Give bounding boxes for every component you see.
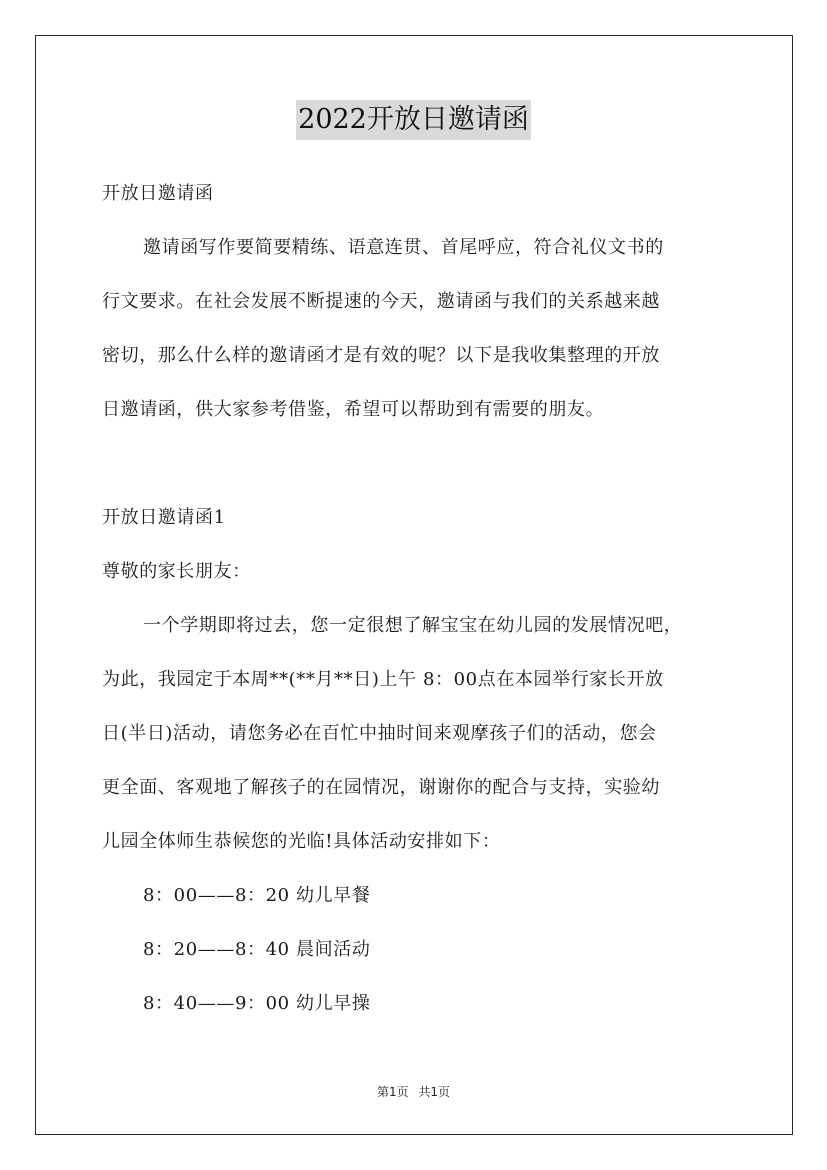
intro-line: 邀请函写作要简要精练、语意连贯、首尾呼应，符合礼仪文书的 xyxy=(143,237,664,258)
schedule-item: 8：00——8：20 幼儿早餐 xyxy=(143,885,371,906)
body-line: 日(半日)活动，请您务必在百忙中抽时间来观摩孩子们的活动，您会 xyxy=(102,723,657,744)
body-line: 更全面、客观地了解孩子的在园情况，谢谢你的配合与支持，实验幼 xyxy=(102,777,660,798)
salutation: 尊敬的家长朋友： xyxy=(102,561,251,582)
body-line: 儿园全体师生恭候您的光临!具体活动安排如下： xyxy=(102,831,501,852)
page-number: 第1页 xyxy=(376,1085,409,1099)
section-heading: 开放日邀请函1 xyxy=(102,507,226,528)
page-total: 共1页 xyxy=(418,1085,451,1099)
document-title: 2022开放日邀请函 xyxy=(296,100,531,140)
schedule-item: 8：40——9：00 幼儿早操 xyxy=(143,993,371,1014)
body-line: 一个学期即将过去，您一定很想了解宝宝在幼儿园的发展情况吧， xyxy=(143,615,683,636)
intro-line: 密切，那么什么样的邀请函才是有效的呢？以下是我收集整理的开放 xyxy=(102,345,660,366)
intro-line: 行文要求。在社会发展不断提速的今天，邀请函与我们的关系越来越 xyxy=(102,291,660,312)
intro-heading: 开放日邀请函 xyxy=(102,183,214,204)
schedule-item: 8：20——8：40 晨间活动 xyxy=(143,939,371,960)
body-line: 为此，我园定于本周**(**月**日)上午 8：00点在本园举行家长开放 xyxy=(102,669,664,690)
page-footer xyxy=(0,1084,827,1100)
intro-line: 日邀请函，供大家参考借鉴，希望可以帮助到有需要的朋友。 xyxy=(102,399,605,420)
title-container xyxy=(0,100,827,140)
